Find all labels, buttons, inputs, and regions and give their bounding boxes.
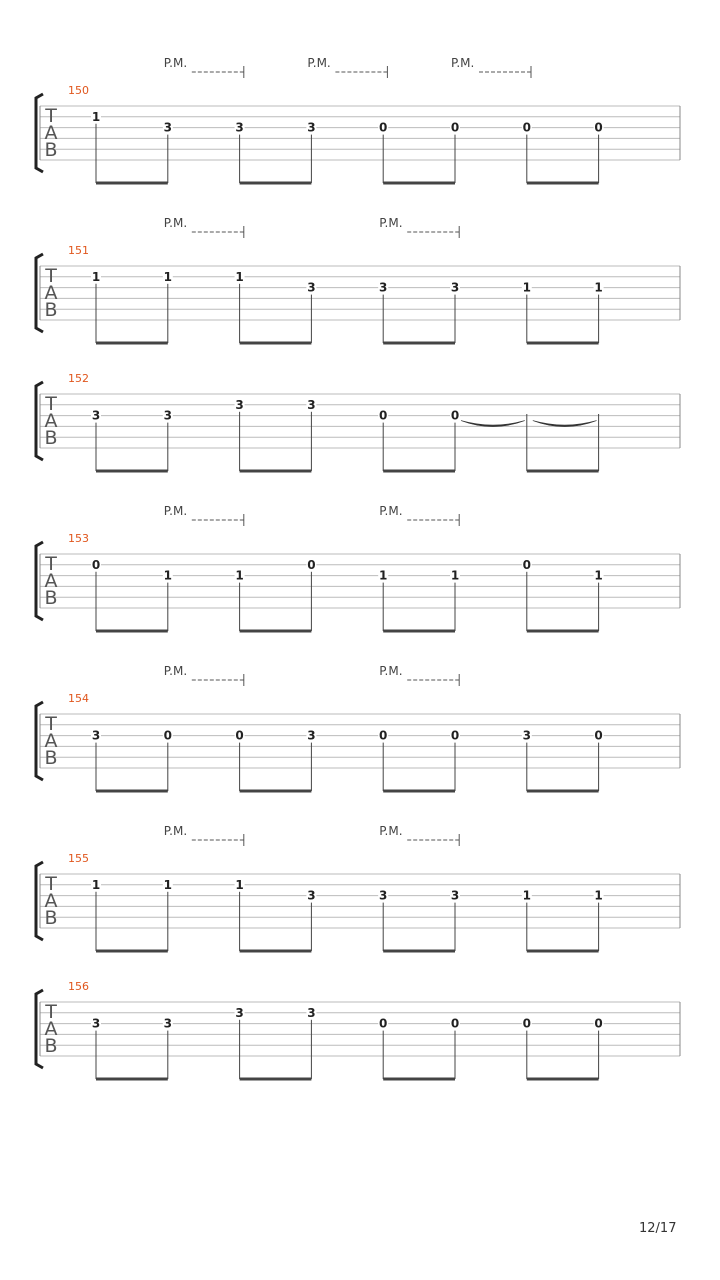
fret-number: 0 <box>450 408 460 423</box>
fret-number: 0 <box>450 120 460 135</box>
fret-number: 3 <box>379 280 388 295</box>
fret-number: 0 <box>307 557 316 572</box>
tab-clef-letter: T <box>45 105 57 127</box>
tab-clef-letter: A <box>44 1018 58 1040</box>
fret-number: 1 <box>91 109 101 124</box>
fret-number: 0 <box>163 728 172 743</box>
fret-number: 0 <box>379 728 388 743</box>
fret-number: 0 <box>594 728 603 743</box>
fret-number: 3 <box>307 888 316 903</box>
tab-clef-letter: A <box>44 730 58 752</box>
fret-number: 3 <box>91 1016 101 1031</box>
fret-number: 1 <box>235 568 244 583</box>
tab-clef-letter: A <box>44 570 58 592</box>
palm-mute-label: P.M. <box>163 824 188 838</box>
tab-clef-letter: B <box>44 299 58 321</box>
palm-mute-label: P.M. <box>451 56 475 70</box>
fret-number: 3 <box>379 888 388 903</box>
fret-number: 0 <box>522 1016 531 1031</box>
fret-number: 1 <box>594 888 603 903</box>
fret-number: 0 <box>235 728 244 743</box>
fret-number: 3 <box>91 728 101 743</box>
tab-clef-letter: T <box>45 873 57 895</box>
fret-number: 0 <box>594 120 603 135</box>
page-number: 12/17 <box>639 1221 677 1236</box>
tab-clef-letter: A <box>44 282 58 304</box>
tab-clef-letter: A <box>44 410 58 432</box>
fret-number: 3 <box>307 728 316 743</box>
palm-mute-label: P.M. <box>379 504 403 518</box>
tab-clef-letter: T <box>45 713 57 735</box>
measure-number: 152 <box>68 372 89 385</box>
fret-number: 1 <box>235 269 244 284</box>
fret-number: 3 <box>307 397 316 412</box>
fret-number: 1 <box>594 568 603 583</box>
fret-number: 3 <box>450 280 460 295</box>
fret-number: 0 <box>594 1016 603 1031</box>
tab-clef-letter: T <box>45 1001 57 1023</box>
fret-number: 1 <box>163 568 172 583</box>
tab-clef-letter: B <box>44 427 58 449</box>
palm-mute-label: P.M. <box>163 216 188 230</box>
fret-number: 3 <box>163 408 172 423</box>
tab-clef-letter: B <box>44 1035 58 1057</box>
fret-number: 3 <box>522 728 531 743</box>
tab-clef-letter: A <box>44 122 58 144</box>
fret-number: 1 <box>379 568 388 583</box>
measure-number: 156 <box>68 980 89 993</box>
fret-number: 1 <box>594 280 603 295</box>
palm-mute-label: P.M. <box>379 664 403 678</box>
fret-number: 0 <box>450 728 460 743</box>
fret-number: 0 <box>379 1016 388 1031</box>
fret-number: 0 <box>379 408 388 423</box>
fret-number: 1 <box>91 269 101 284</box>
palm-mute-label: P.M. <box>379 216 403 230</box>
fret-number: 0 <box>379 120 388 135</box>
fret-number: 1 <box>235 877 244 892</box>
fret-number: 3 <box>450 888 460 903</box>
fret-number: 1 <box>522 888 531 903</box>
fret-number: 1 <box>91 877 101 892</box>
palm-mute-label: P.M. <box>379 824 403 838</box>
fret-number: 0 <box>450 1016 460 1031</box>
tab-clef-letter: T <box>45 265 57 287</box>
measure-number: 154 <box>68 692 89 705</box>
fret-number: 0 <box>522 557 531 572</box>
fret-number: 3 <box>307 1005 316 1020</box>
tie-arc <box>461 421 525 427</box>
fret-number: 1 <box>163 269 172 284</box>
palm-mute-label: P.M. <box>163 664 188 678</box>
measure-number: 151 <box>68 244 89 257</box>
palm-mute-label: P.M. <box>163 56 188 70</box>
tie-arc <box>533 421 597 427</box>
tab-clef-letter: B <box>44 139 58 161</box>
fret-number: 3 <box>163 120 172 135</box>
fret-number: 1 <box>163 877 172 892</box>
tab-clef-letter: T <box>45 553 57 575</box>
tab-clef-letter: A <box>44 890 58 912</box>
fret-number: 1 <box>450 568 460 583</box>
fret-number: 3 <box>235 1005 244 1020</box>
fret-number: 1 <box>522 280 531 295</box>
palm-mute-label: P.M. <box>163 504 188 518</box>
tab-clef-letter: T <box>45 393 57 415</box>
fret-number: 3 <box>235 397 244 412</box>
tab-clef-letter: B <box>44 747 58 769</box>
fret-number: 3 <box>163 1016 172 1031</box>
measure-number: 150 <box>68 84 89 97</box>
fret-number: 3 <box>307 280 316 295</box>
fret-number: 3 <box>307 120 316 135</box>
tab-clef-letter: B <box>44 587 58 609</box>
measure-number: 153 <box>68 532 89 545</box>
fret-number: 0 <box>91 557 101 572</box>
fret-number: 0 <box>522 120 531 135</box>
palm-mute-label: P.M. <box>307 56 331 70</box>
tab-clef-letter: B <box>44 907 58 929</box>
fret-number: 3 <box>235 120 244 135</box>
measure-number: 155 <box>68 852 89 865</box>
fret-number: 3 <box>91 408 101 423</box>
